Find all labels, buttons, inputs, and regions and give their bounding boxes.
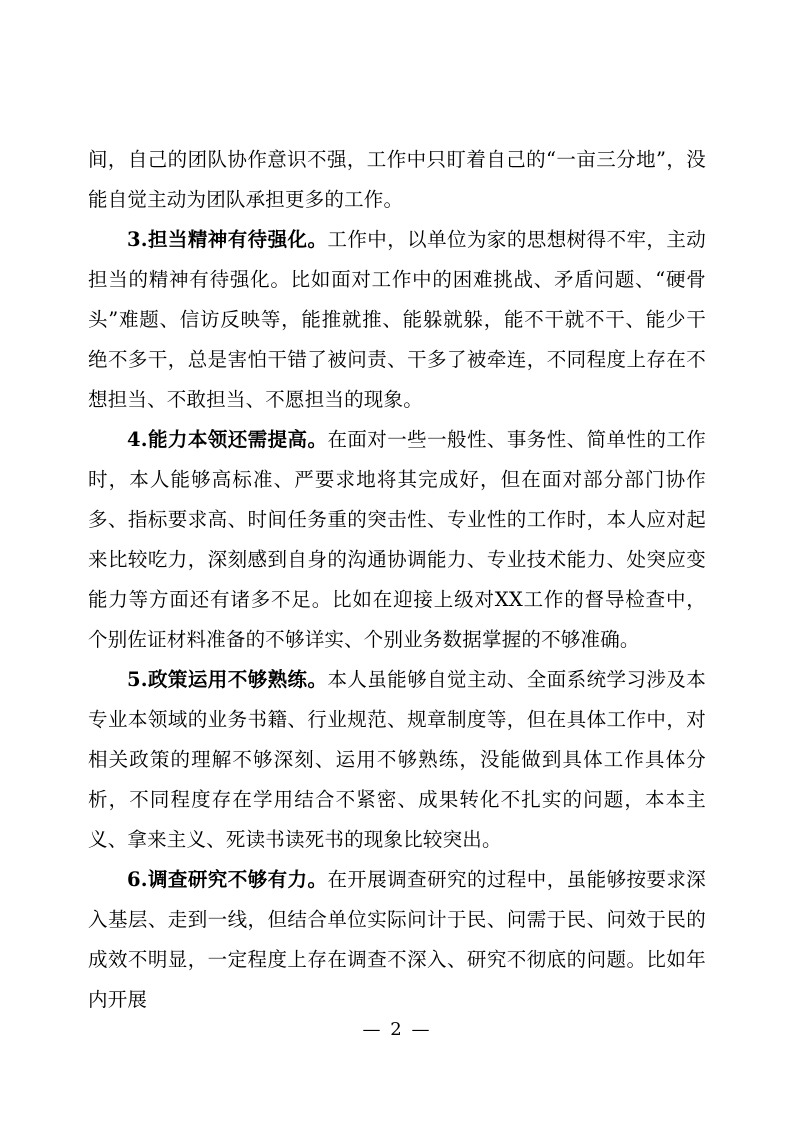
paragraph-text-6: 在开展调查研究的过程中，虽能够按要求深入基层、走到一线，但结合单位实际问计于民、问需于民、问效于民的成效不明显，一定程度上存在调查不深入、研究不彻底的问题。比如年内开展: [88, 868, 706, 1011]
paragraph-lead-4: 4.能力本领还需提高。: [127, 428, 328, 451]
page-number: — 2 —: [362, 1019, 432, 1040]
paragraph-text-3: 工作中，以单位为家的思想树得不牢，主动担当的精神有待强化。比如面对工作中的困难挑战、矛盾问题、“硬骨头”难题、信访反映等，能推就推、能躲就躲，能不干就不干、能少干绝不多干，总是害怕干错了被问责、干多了被牵连，不同程度上存在不想担当、不敢担当、不愿担当的现象。: [88, 228, 706, 411]
paragraph-item-6: [88, 860, 706, 1020]
paragraph-lead-5: 5.政策运用不够熟练。: [127, 668, 328, 691]
paragraph-item-3: [88, 220, 706, 420]
paragraph-item-5: [88, 660, 706, 860]
document-body: [88, 140, 706, 1020]
paragraph-lead-6: 6.调查研究不够有力。: [127, 868, 328, 891]
paragraph-item-4: [88, 420, 706, 660]
paragraph-lead-3: 3.担当精神有待强化。: [127, 228, 328, 251]
paragraph-text-5: 本人虽能够自觉主动、全面系统学习涉及本专业本领域的业务书籍、行业规范、规章制度等，但在具体工作中，对相关政策的理解不够深刻、运用不够熟练，没能做到具体工作具体分析，不同程度存在学用结合不紧密、成果转化不扎实的问题，本本主义、拿来主义、死读书读死书的现象比较突出。: [88, 668, 706, 851]
paragraph-continuation: [88, 140, 706, 220]
paragraph-text-4: 在面对一些一般性、事务性、简单性的工作时，本人能够高标准、严要求地将其完成好，但在面对部分部门协作多、指标要求高、时间任务重的突击性、专业性的工作时，本人应对起来比较吃力，深刻感到自身的沟通协调能力、专业技术能力、处突应变能力等方面还有诸多不足。比如在迎接上级对XX工作的督导检查中，个别佐证材料准备的不够详实、个别业务数据掌握的不够准确。: [88, 428, 706, 651]
paragraph-text: 间，自己的团队协作意识不强，工作中只盯着自己的“一亩三分地”，没能自觉主动为团队承担更多的工作。: [88, 148, 706, 211]
